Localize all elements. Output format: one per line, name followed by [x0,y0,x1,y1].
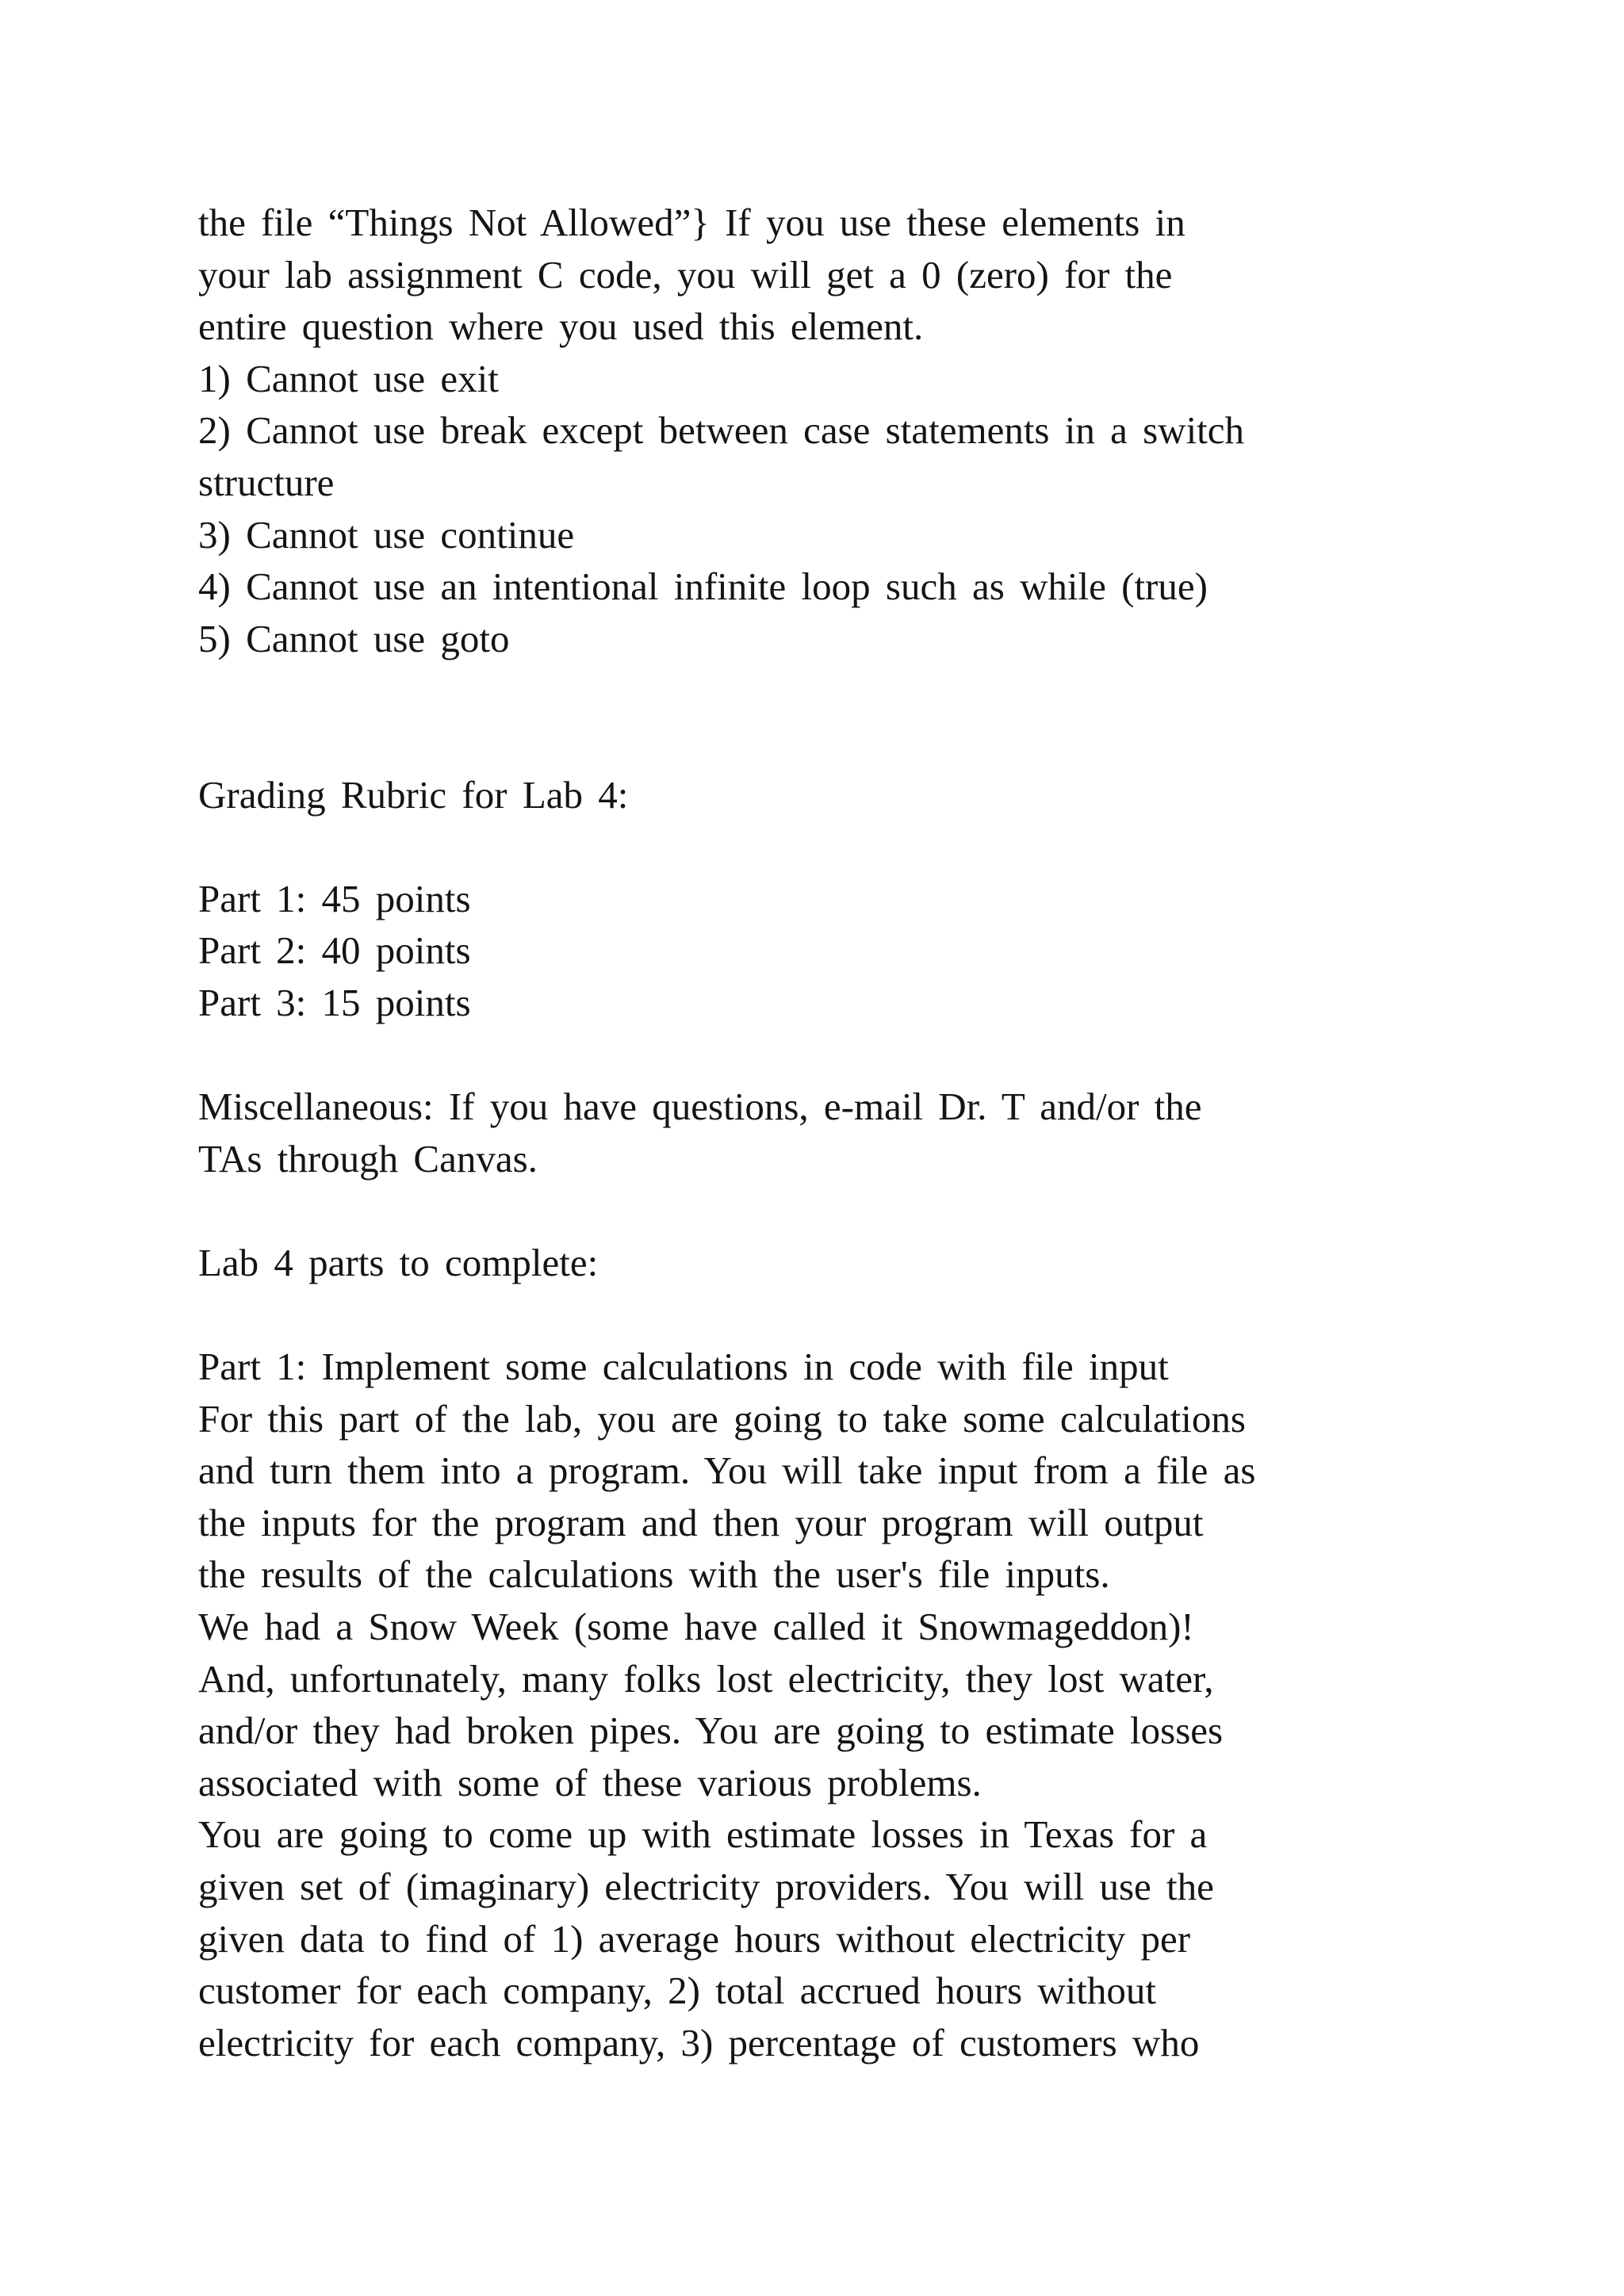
rubric-item: Part 2: 40 points [198,928,471,973]
part1-title: Part 1: Implement some calculations in code with file input [198,1345,1169,1389]
text-line: And, unfortunately, many folks lost electricity, they lost water, [198,1656,1214,1701]
intro-paragraph [198,197,1546,353]
text-line: entire question where you used this element. [198,304,924,349]
rules-list [198,353,1546,665]
rule-item: 5) Cannot use goto [198,616,510,660]
text-line: TAs through Canvas. [198,1136,538,1181]
document-body [198,197,1546,2068]
misc-paragraph [198,1081,1546,1184]
text-line: given data to find of 1) average hours without electricity per [198,1916,1191,1961]
rule-item: 2) Cannot use break except between case statements in a switch [198,408,1245,453]
text-line: You are going to come up with estimate losses in Texas for a [198,1812,1208,1857]
rubric-item: Part 3: 15 points [198,980,471,1024]
part1-section [198,1341,1546,2068]
parts-heading: Lab 4 parts to complete: [198,1240,599,1284]
text-line: your lab assignment C code, you will get a 0 (zero) for the [198,252,1173,297]
text-line: For this part of the lab, you are going to take some calculations [198,1396,1246,1441]
text-line: associated with some of these various problems. [198,1760,982,1804]
text-line: customer for each company, 2) total accrued hours without [198,1969,1157,2013]
rubric-item: Part 1: 45 points [198,876,471,920]
text-line: given set of (imaginary) electricity providers. You will use the [198,1865,1214,1908]
text-line: the inputs for the program and then your program will output [198,1500,1204,1544]
rule-item: 3) Cannot use continue [198,512,575,557]
text-line: and/or they had broken pipes. You are going to estimate losses [198,1709,1224,1753]
text-line: Miscellaneous: If you have questions, e-mail Dr. T and/or the [198,1085,1202,1129]
spacer [198,1288,1546,1341]
spacer [198,821,1546,873]
text-line: and turn them into a program. You will take input from a file as [198,1448,1256,1493]
rule-item: structure [198,460,335,504]
text-line: electricity for each company, 3) percentage of customers who [198,2020,1200,2064]
text-line: the file “Things Not Allowed”} If you use these elements in [198,201,1185,244]
text-line: We had a Snow Week (some have called it Snowmageddon)! [198,1605,1194,1649]
rubric-heading: Grading Rubric for Lab 4: [198,772,629,817]
rubric-list [198,873,1546,1029]
spacer [198,664,1546,768]
spacer [198,1029,1546,1081]
rule-item: 4) Cannot use an intentional infinite loop such as while (true) [198,564,1208,609]
text-line: the results of the calculations with the user's file inputs. [198,1552,1110,1597]
rule-item: 1) Cannot use exit [198,356,499,400]
spacer [198,1184,1546,1237]
